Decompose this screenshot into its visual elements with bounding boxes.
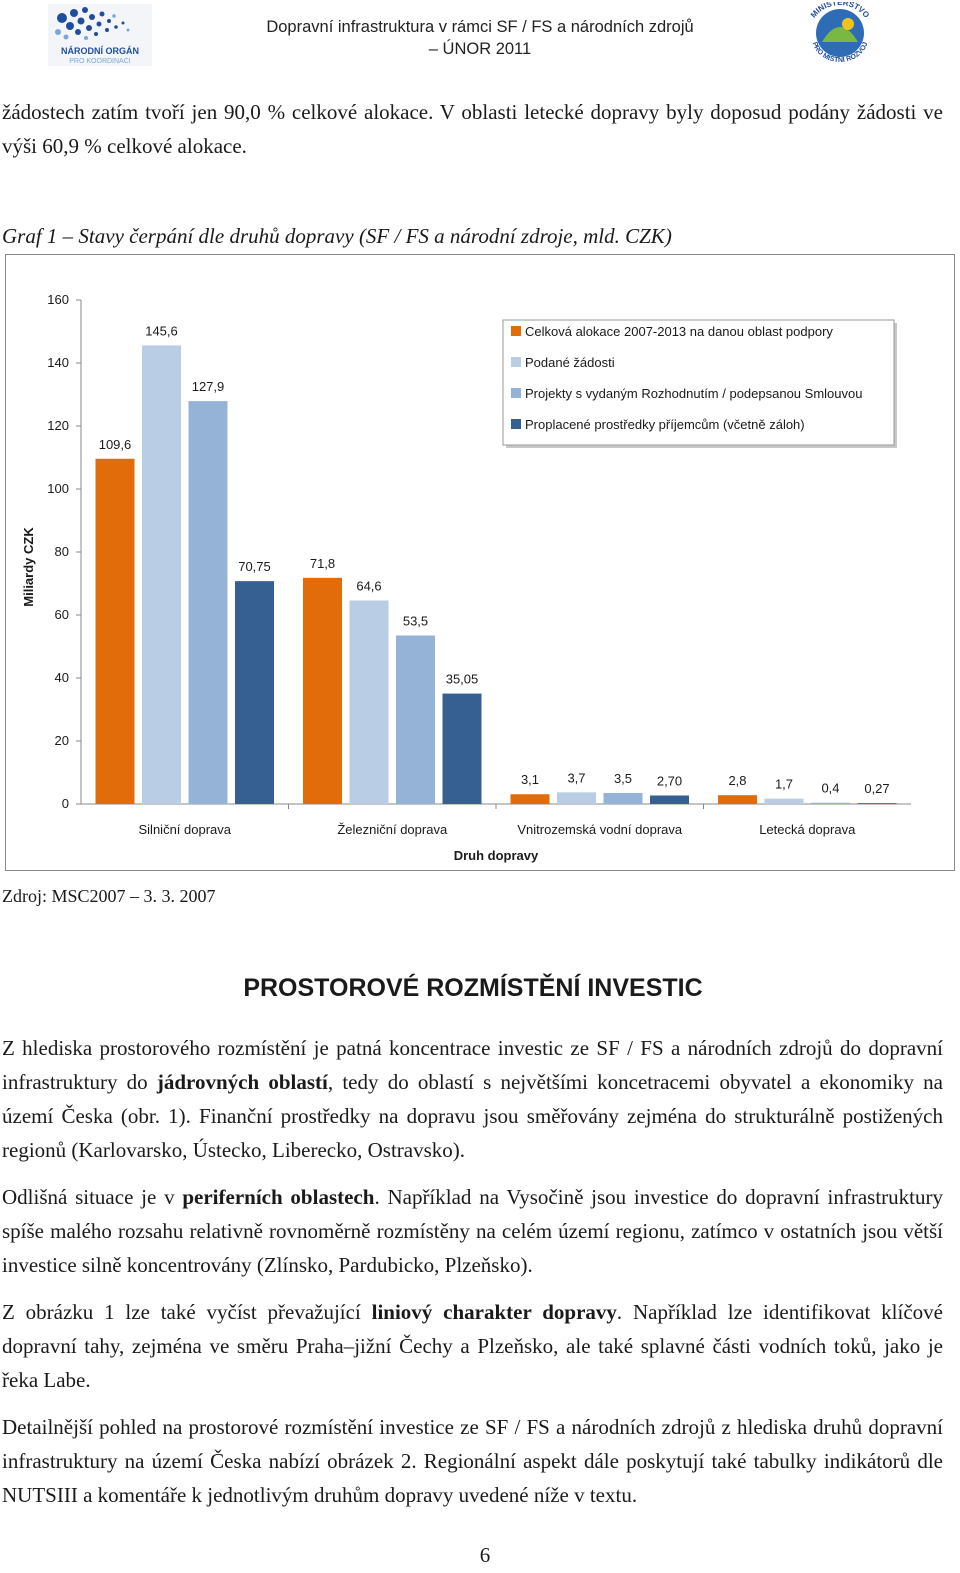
header-title [200, 16, 760, 60]
bar [604, 793, 643, 804]
paragraph-4 [2, 1410, 943, 1512]
x-category-label: Letecká doprava [759, 822, 856, 837]
bar-value-label: 70,75 [238, 559, 271, 575]
logo-left-line1: NÁRODNÍ ORGÁN [61, 46, 139, 56]
bar-value-label: 127,9 [191, 379, 225, 395]
y-tick-label: 60 [54, 607, 69, 622]
legend-label: Celková alokace 2007-2013 na danou oblast podpory [525, 324, 833, 339]
paragraph-2-bold: periferních oblastech [182, 1185, 375, 1209]
y-tick-label: 80 [54, 544, 69, 559]
bar-value-label: 64,6 [356, 578, 382, 594]
bar-chart-svg [6, 255, 956, 872]
bar [511, 794, 550, 804]
bar [142, 345, 181, 804]
y-tick-label: 100 [47, 481, 69, 496]
y-tick-label: 160 [47, 292, 69, 307]
bar [858, 803, 897, 804]
bar [765, 799, 804, 804]
narodni-organ-logo [48, 4, 152, 66]
section-title [0, 974, 946, 1003]
bar [443, 694, 482, 804]
bar-value-label: 71,8 [309, 555, 336, 571]
paragraph-1-text-b: , tedy do oblastí s největšími koncetracemi obyvatel a ekonomiky na území Česka (obr. 1). Finanční prostředky na dopravu jsou směřovány zejména do strukturálně postižených regionů (Karlovarsko, Ústecko, Liberecko, Ostravsko). [2, 1070, 943, 1162]
page-number: 6 [479, 1543, 491, 1567]
bar [811, 803, 850, 804]
bar [557, 792, 596, 804]
header-title-line2: – ÚNOR 2011 [428, 40, 532, 58]
chart-source: Zdroj: MSC2007 – 3. 3. 2007 [2, 886, 216, 906]
bar [96, 459, 135, 804]
bar-value-label: 0,27 [864, 781, 890, 797]
bar-value-label: 2,8 [728, 773, 747, 789]
bar-value-label: 3,7 [567, 770, 586, 786]
bar [396, 635, 435, 804]
y-tick-label: 120 [47, 418, 69, 433]
bar [235, 581, 274, 804]
paragraph-2 [2, 1180, 943, 1282]
bar [350, 601, 389, 804]
x-axis-title: Druh dopravy [453, 848, 539, 863]
paragraph-1-bold: jádrovných oblastí [156, 1070, 328, 1094]
logo-right-line2: PRO MÍSTNÍ ROZVOJ [810, 41, 870, 64]
bar-value-label: 35,05 [445, 671, 479, 687]
bar [303, 578, 342, 804]
x-category-label: Železniční doprava [337, 822, 448, 837]
header-title-line1: Dopravní infrastruktura v rámci SF / FS a národních zdrojů [266, 18, 694, 36]
legend-swatch [511, 326, 521, 336]
bar-value-label: 53,5 [402, 613, 429, 629]
section-title-text: PROSTOROVÉ ROZMÍSTĚNÍ INVESTIC [243, 974, 703, 1002]
paragraph-3 [2, 1295, 943, 1397]
intro-paragraph: žádostech zatím tvoří jen 90,0 % celkové alokace. V oblasti letecké dopravy byly doposud podány žádosti ve výši 60,9 % celkové alokace. [2, 100, 943, 158]
bar [650, 795, 689, 804]
paragraph-2-text-b: . Například na Vysočině jsou investice do dopravní infrastruktury spíše malého rozsahu relativně rovnoměrně rozmístěny na celém území regionu, zatímco v ostatních jsou větší investice silně koncentrovány (Zlínsko, Pardubicko, Plzeňsko). [2, 1185, 943, 1277]
legend-swatch [511, 419, 521, 429]
bar [189, 401, 228, 804]
y-axis-title: Miliardy CZK [21, 527, 36, 607]
bar-value-label: 0,4 [821, 780, 840, 796]
paragraph-4-text: Detailnější pohled na prostorové rozmístění investice ze SF / FS a národních zdrojů z hlediska druhů dopravní infrastruktury na území Česka nabízí obrázek 2. Regionální aspekt dále poskytují také tabulky indikátorů dle NUTSIII a komentáře k jednotlivým druhům dopravy uvedené níže v textu. [2, 1415, 943, 1507]
legend-label: Projekty s vydaným Rozhodnutím / podepsanou Smlouvou [525, 386, 863, 401]
bar-value-label: 3,5 [613, 770, 633, 786]
x-category-label: Silniční doprava [138, 822, 231, 837]
paragraph-1-text-a: Z hlediska prostorového rozmístění je patná koncentrace investic ze SF / FS a národních zdrojů do dopravní infrastruktury do [2, 1036, 943, 1094]
bar-value-label: 109,6 [98, 436, 132, 452]
bar-value-label: 145,6 [145, 323, 178, 339]
paragraph-2-text-a: Odlišná situace je v [2, 1185, 183, 1209]
y-tick-label: 140 [47, 355, 69, 370]
legend-swatch [511, 357, 521, 367]
y-tick-label: 40 [54, 670, 69, 685]
x-category-label: Vnitrozemská vodní doprava [517, 822, 683, 837]
paragraph-1 [2, 1031, 943, 1167]
legend-label: Podané žádosti [525, 355, 615, 370]
bar-chart [5, 254, 955, 871]
chart-caption: Graf 1 – Stavy čerpání dle druhů dopravy (SF / FS a národní zdroje, mld. CZK) [2, 224, 672, 248]
legend-swatch [511, 388, 521, 398]
bar-value-label: 3,1 [520, 772, 540, 788]
ministerstvo-logo [800, 2, 880, 64]
logo-right-line1: MINISTERSTVO [808, 2, 872, 20]
page-header [0, 0, 960, 70]
y-tick-label: 20 [54, 733, 69, 748]
bar-value-label: 2,70 [656, 773, 683, 789]
y-tick-label: 0 [61, 796, 69, 811]
paragraph-3-text-b: . Například lze identifikovat klíčové dopravní tahy, zejména ve směru Praha–jižní Čechy a Plzeňsko, ale také splavné části vodních toků, jako je řeka Labe. [2, 1300, 943, 1392]
paragraph-3-bold: liniový charakter dopravy [371, 1300, 617, 1324]
logo-left-line2: PRO KOORDINACI [69, 58, 131, 65]
bar-value-label: 1,7 [774, 776, 794, 792]
paragraph-3-text-a: Z obrázku 1 lze také vyčíst převažující [2, 1300, 372, 1324]
legend-label: Proplacené prostředky příjemcům (včetně záloh) [525, 417, 805, 432]
bar [718, 795, 757, 804]
